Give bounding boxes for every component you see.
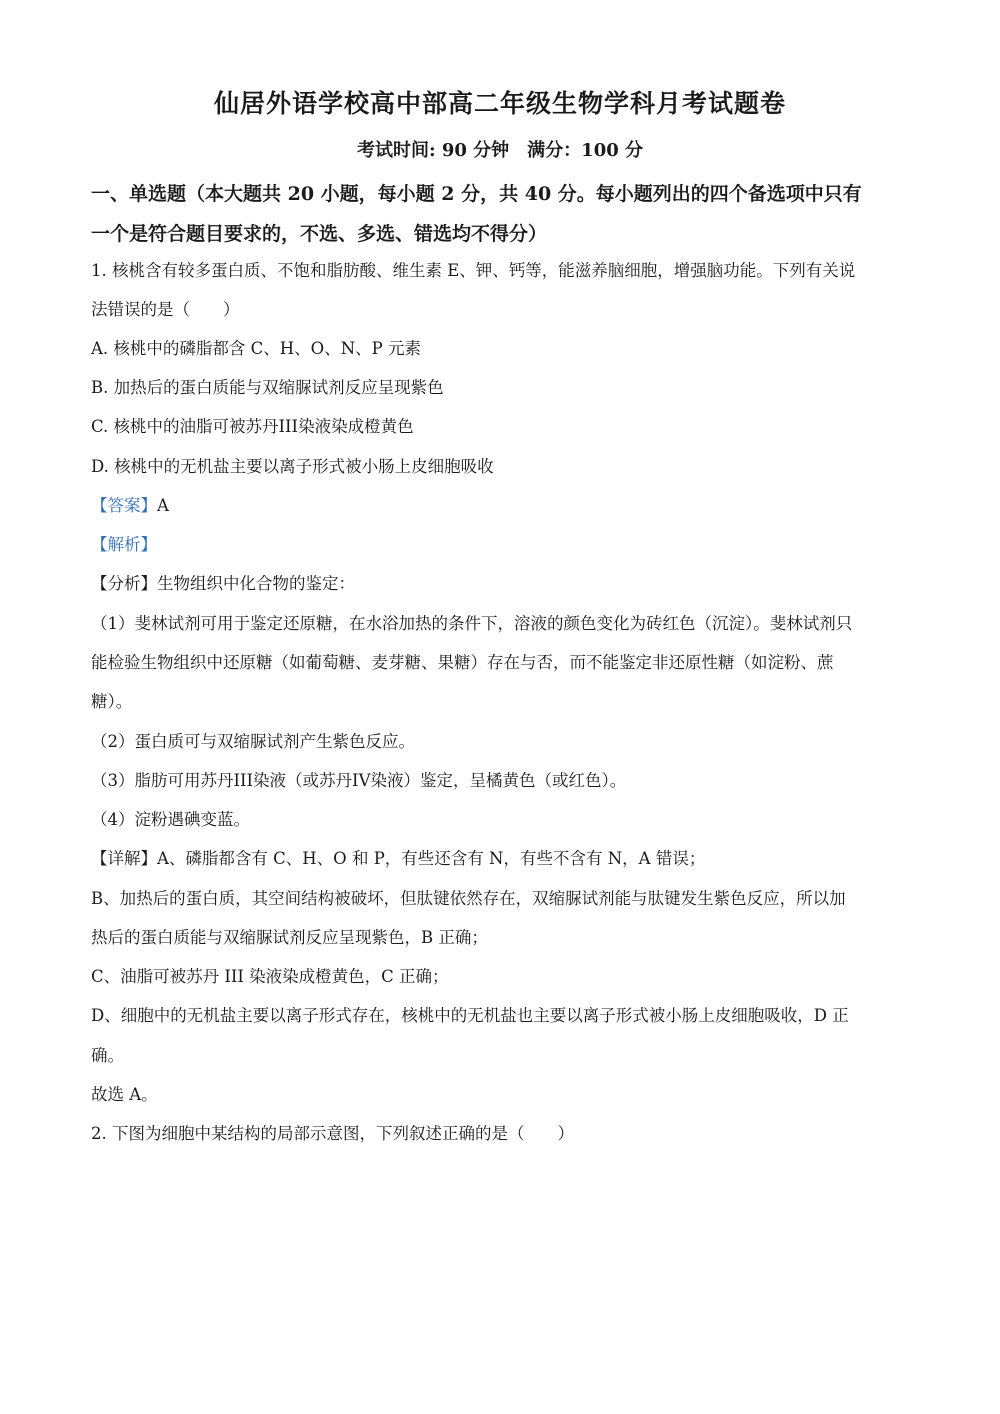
detail-a: 【详解】A、磷脂都含有 C、H、O 和 P，有些还含有 N，有些不含有 N，A 错误；: [91, 849, 706, 868]
exam-info: 考试时间: 90 分钟 满分：100 分: [356, 140, 644, 161]
answer-tag: 【答案】: [91, 496, 157, 515]
analysis-tag: 【解析】: [91, 535, 157, 554]
section-heading-line: 一、单选题（本大题共 20 小题，每小题 2 分，共 40 分。每小题列出的四个备选项中只有: [91, 183, 862, 205]
option-c: C. 核桃中的油脂可被苏丹III染液染成橙黄色: [91, 417, 414, 436]
analysis-point-1: （1）斐林试剂可用于鉴定还原糖，在水浴加热的条件下，溶液的颜色变化为砖红色（沉淀）。斐林试剂只: [91, 614, 853, 633]
question-1-stem: 1. 核桃含有较多蛋白质、不饱和脂肪酸、维生素 E、钾、钙等，能滋养脑细胞，增强脑功能。下列有关说: [91, 261, 856, 280]
analysis-line: [91, 531, 157, 555]
analysis-heading: 【分析】生物组织中化合物的鉴定：: [91, 574, 355, 593]
option-b: B. 加热后的蛋白质能与双缩脲试剂反应呈现紫色: [91, 378, 444, 397]
question-1-stem-cont: 法错误的是（ ）: [91, 300, 240, 319]
option-a: A. 核桃中的磷脂都含 C、H、O、N、P 元素: [91, 339, 421, 358]
question-2-stem: 2. 下图为细胞中某结构的局部示意图，下列叙述正确的是（ ）: [91, 1124, 574, 1143]
section-heading-line: 一个是符合题目要求的，不选、多选、错选均不得分）: [91, 223, 548, 245]
analysis-point-1-cont: 糖）。: [91, 692, 133, 711]
answer-line: [91, 492, 169, 516]
conclusion: 故选 A。: [91, 1085, 158, 1104]
section-heading: [91, 174, 911, 254]
answer-value: A: [157, 496, 169, 515]
page-title: 仙居外语学校高中部高二年级生物学科月考试题卷: [213, 89, 786, 118]
detail-d-cont: 确。: [91, 1046, 124, 1065]
option-d: D. 核桃中的无机盐主要以离子形式被小肠上皮细胞吸收: [91, 457, 494, 476]
detail-b: B、加热后的蛋白质，其空间结构被破坏，但肽键依然存在，双缩脲试剂能与肽键发生紫色反应，所以加: [91, 889, 846, 908]
analysis-point-2: （2）蛋白质可与双缩脲试剂产生紫色反应。: [91, 732, 415, 751]
detail-d: D、细胞中的无机盐主要以离子形式存在，核桃中的无机盐也主要以离子形式被小肠上皮细胞吸收，D 正: [91, 1006, 849, 1025]
analysis-point-4: （4）淀粉遇碘变蓝。: [91, 810, 250, 829]
analysis-point-1-cont: 能检验生物组织中还原糖（如葡萄糖、麦芽糖、果糖）存在与否，而不能鉴定非还原性糖（如淀粉、蔗: [91, 653, 834, 672]
analysis-point-3: （3）脂肪可用苏丹III染液（或苏丹IV染液）鉴定，呈橘黄色（或红色）。: [91, 771, 627, 790]
detail-c: C、油脂可被苏丹 III 染液染成橙黄色，C 正确；: [91, 967, 449, 986]
detail-b-cont: 热后的蛋白质能与双缩脲试剂反应呈现紫色，B 正确；: [91, 928, 488, 947]
